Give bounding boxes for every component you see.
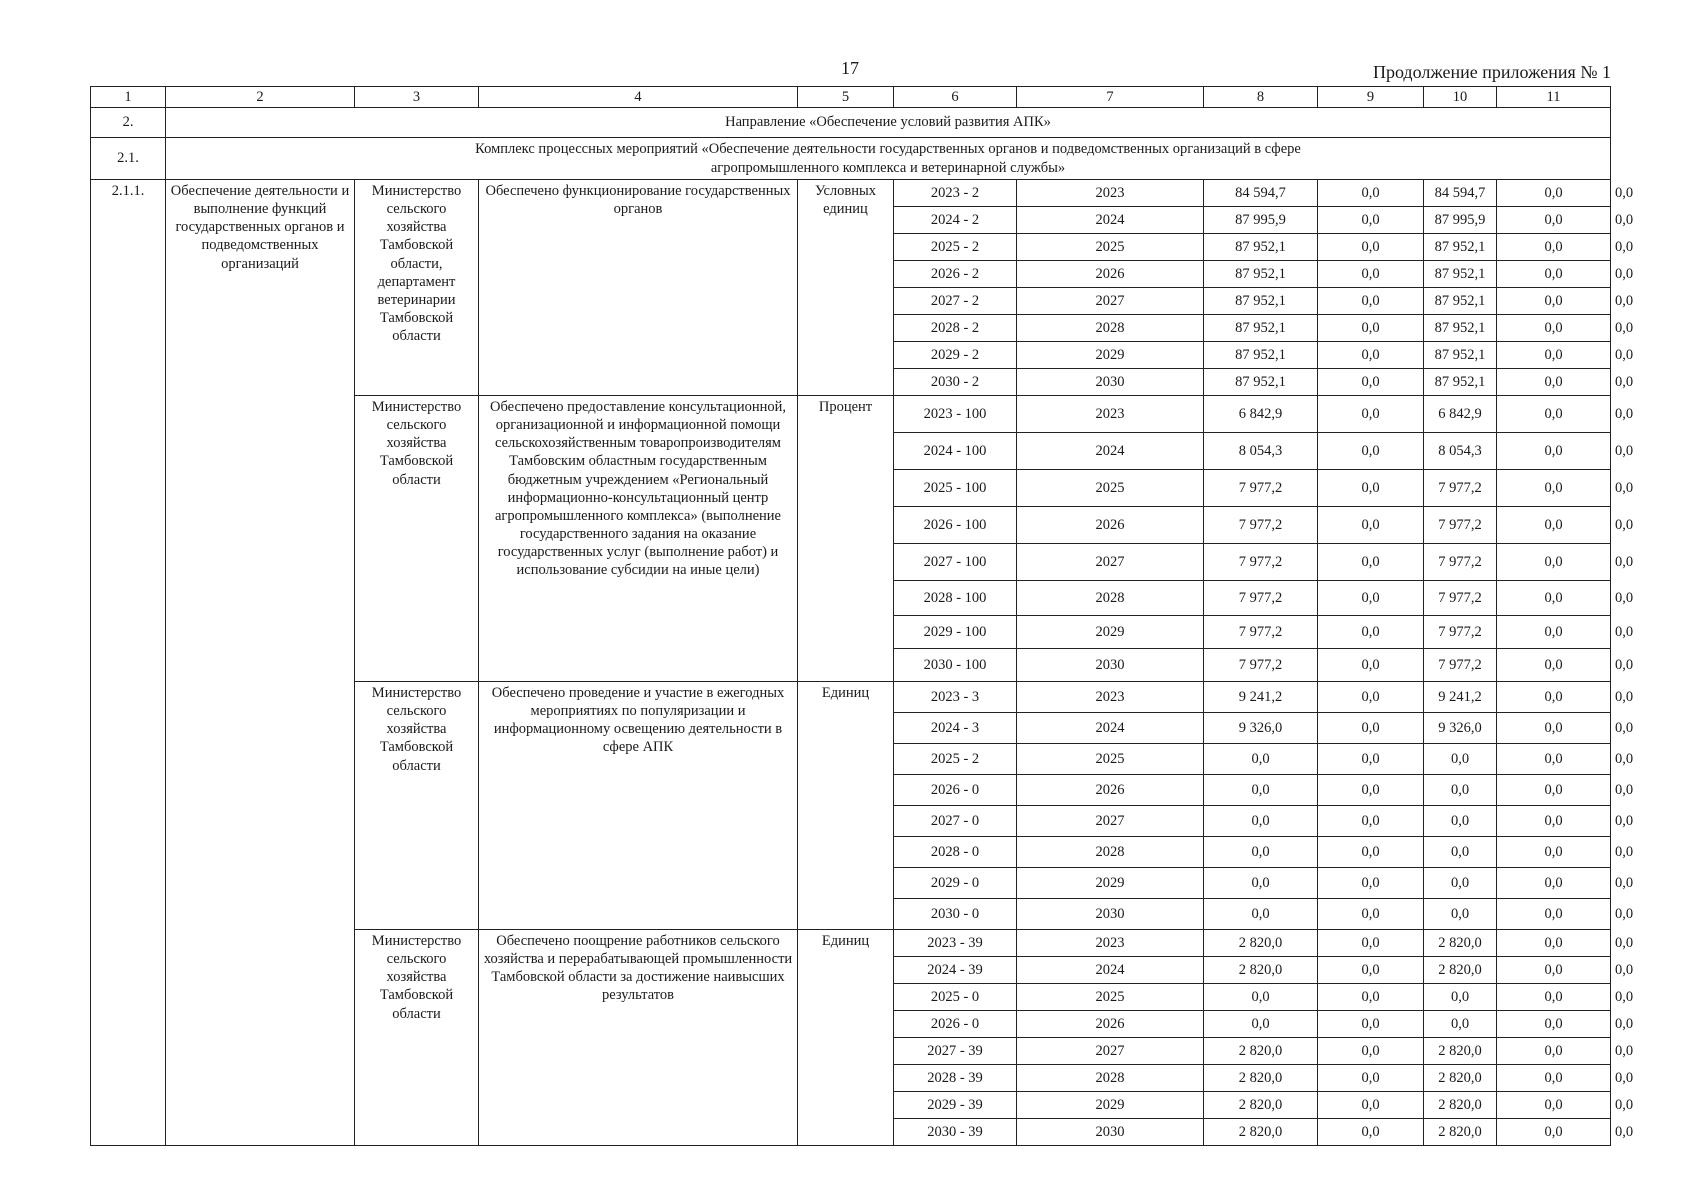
target-value: 2030 - 2 xyxy=(894,369,1017,396)
unit-of-measure: Единиц xyxy=(798,682,894,930)
federal-funding: 0,0 xyxy=(1318,581,1424,616)
regional-funding: 8 054,3 xyxy=(1424,433,1497,470)
municipal-funding: 0,0 xyxy=(1497,868,1611,899)
year: 2023 xyxy=(1017,396,1204,433)
year: 2029 xyxy=(1017,616,1204,649)
regional-funding: 87 995,9 xyxy=(1424,207,1497,234)
table-row: 2028 - 39 2028 2 820,0 0,0 2 820,0 0,0 0,0 xyxy=(91,1065,1611,1092)
table-row: 2025 - 2 2025 87 952,1 0,0 87 952,1 0,0 0,0 xyxy=(91,234,1611,261)
year: 2024 xyxy=(1017,957,1204,984)
year: 2030 xyxy=(1017,649,1204,682)
total-funding: 0,0 xyxy=(1204,1011,1318,1038)
col-1-header: 1 xyxy=(91,87,166,108)
target-value: 2023 - 3 xyxy=(894,682,1017,713)
municipal-funding: 0,0 xyxy=(1497,616,1611,649)
regional-funding: 0,0 xyxy=(1424,806,1497,837)
col-10-header: 10 xyxy=(1424,87,1497,108)
year: 2030 xyxy=(1017,369,1204,396)
federal-funding: 0,0 xyxy=(1318,180,1424,207)
complex-code: 2.1. xyxy=(91,138,166,180)
regional-funding: 2 820,0 xyxy=(1424,930,1497,957)
year: 2026 xyxy=(1017,1011,1204,1038)
regional-funding: 7 977,2 xyxy=(1424,470,1497,507)
federal-funding: 0,0 xyxy=(1318,868,1424,899)
unit-of-measure: Процент xyxy=(798,396,894,682)
federal-funding: 0,0 xyxy=(1318,744,1424,775)
total-funding: 7 977,2 xyxy=(1204,507,1318,544)
municipal-funding: 0,0 xyxy=(1497,1092,1611,1119)
regional-funding: 87 952,1 xyxy=(1424,288,1497,315)
regional-funding: 9 326,0 xyxy=(1424,713,1497,744)
col-11-header: 11 xyxy=(1497,87,1611,108)
table-row: 2029 - 39 2029 2 820,0 0,0 2 820,0 0,0 0,0 xyxy=(91,1092,1611,1119)
total-funding: 87 952,1 xyxy=(1204,234,1318,261)
federal-funding: 0,0 xyxy=(1318,207,1424,234)
municipal-funding: 0,0 xyxy=(1497,775,1611,806)
municipal-funding: 0,0 xyxy=(1497,315,1611,342)
regional-funding: 7 977,2 xyxy=(1424,507,1497,544)
column-number-row xyxy=(91,87,1611,108)
table-row: 2030 - 2 2030 87 952,1 0,0 87 952,1 0,0 0,0 xyxy=(91,369,1611,396)
total-funding: 2 820,0 xyxy=(1204,1092,1318,1119)
total-funding: 0,0 xyxy=(1204,899,1318,930)
col-5-header: 5 xyxy=(798,87,894,108)
target-value: 2023 - 100 xyxy=(894,396,1017,433)
year: 2024 xyxy=(1017,207,1204,234)
regional-funding: 87 952,1 xyxy=(1424,261,1497,288)
federal-funding: 0,0 xyxy=(1318,234,1424,261)
table-row: 2027 - 39 2027 2 820,0 0,0 2 820,0 0,0 0,0 xyxy=(91,1038,1611,1065)
year: 2028 xyxy=(1017,1065,1204,1092)
year: 2030 xyxy=(1017,1119,1204,1146)
municipal-funding: 0,0 xyxy=(1497,342,1611,369)
target-value: 2024 - 100 xyxy=(894,433,1017,470)
year: 2023 xyxy=(1017,180,1204,207)
appendix-table xyxy=(90,86,1634,1146)
year: 2026 xyxy=(1017,507,1204,544)
federal-funding: 0,0 xyxy=(1318,930,1424,957)
municipal-funding: 0,0 xyxy=(1497,207,1611,234)
regional-funding: 7 977,2 xyxy=(1424,544,1497,581)
regional-funding: 0,0 xyxy=(1424,1011,1497,1038)
table-row: 2030 - 0 2030 0,0 0,0 0,0 0,0 0,0 xyxy=(91,899,1611,930)
regional-funding: 84 594,7 xyxy=(1424,180,1497,207)
unit-of-measure: Условных единиц xyxy=(798,180,894,396)
federal-funding: 0,0 xyxy=(1318,1119,1424,1146)
target-value: 2025 - 0 xyxy=(894,984,1017,1011)
municipal-funding: 0,0 xyxy=(1497,899,1611,930)
regional-funding: 2 820,0 xyxy=(1424,957,1497,984)
complex-text xyxy=(166,138,1611,180)
federal-funding: 0,0 xyxy=(1318,984,1424,1011)
table-row: 2026 - 100 2026 7 977,2 0,0 7 977,2 0,0 0,0 xyxy=(91,507,1611,544)
year: 2023 xyxy=(1017,930,1204,957)
municipal-funding: 0,0 xyxy=(1497,581,1611,616)
federal-funding: 0,0 xyxy=(1318,1092,1424,1119)
year: 2024 xyxy=(1017,433,1204,470)
regional-funding: 7 977,2 xyxy=(1424,581,1497,616)
year: 2029 xyxy=(1017,1092,1204,1119)
municipal-funding: 0,0 xyxy=(1497,544,1611,581)
municipal-funding: 0,0 xyxy=(1497,930,1611,957)
target-value: 2027 - 39 xyxy=(894,1038,1017,1065)
result-description: Обеспечено функционирование государственных органов xyxy=(479,180,798,396)
total-funding: 0,0 xyxy=(1204,744,1318,775)
year: 2027 xyxy=(1017,288,1204,315)
regional-funding: 0,0 xyxy=(1424,744,1497,775)
municipal-funding: 0,0 xyxy=(1497,507,1611,544)
table-row: 2026 - 0 2026 0,0 0,0 0,0 0,0 0,0 xyxy=(91,1011,1611,1038)
direction-text: Направление «Обеспечение условий развития АПК» xyxy=(166,108,1611,138)
municipal-funding: 0,0 xyxy=(1497,1119,1611,1146)
target-value: 2029 - 0 xyxy=(894,868,1017,899)
year: 2027 xyxy=(1017,806,1204,837)
target-value: 2030 - 100 xyxy=(894,649,1017,682)
table-row: Министерство сельского хозяйства Тамбовской области Обеспечено предоставление консультационной, организационной и информационной помощи сельскохозяйственным товаропроизводителям Тамбовским областным государственным бюджетным учреждением «Региональный информационно-консультационный центр агропромышленного комплекса» (выполнение государственного задания на оказание государственных услуг (выполнение работ) и использование субсидии на иные цели) Процент 2023 - 100 2023 6 842,9 0,0 6 842,9 0,0 0,0 xyxy=(91,396,1611,433)
municipal-funding: 0,0 xyxy=(1497,984,1611,1011)
total-funding: 87 995,9 xyxy=(1204,207,1318,234)
municipal-funding: 0,0 xyxy=(1497,806,1611,837)
year: 2026 xyxy=(1017,261,1204,288)
target-value: 2026 - 0 xyxy=(894,775,1017,806)
table-row: 2.1.1. Обеспечение деятельности и выполнение функций государственных органов и подведомственных организаций Министерство сельского хозяйства Тамбовской области, департамент ветеринарии Тамбовской области Обеспечено функционирование государственных органов Условных единиц 2023 - 2 2023 84 594,7 0,0 84 594,7 0,0 0,0 xyxy=(91,180,1611,207)
table-row: 2030 - 39 2030 2 820,0 0,0 2 820,0 0,0 0,0 xyxy=(91,1119,1611,1146)
federal-funding: 0,0 xyxy=(1318,1011,1424,1038)
target-value: 2027 - 0 xyxy=(894,806,1017,837)
municipal-funding: 0,0 xyxy=(1497,649,1611,682)
total-funding: 2 820,0 xyxy=(1204,930,1318,957)
direction-row xyxy=(91,108,1611,138)
responsible-executor: Министерство сельского хозяйства Тамбовской области xyxy=(355,682,479,930)
table-row: 2028 - 2 2028 87 952,1 0,0 87 952,1 0,0 0,0 xyxy=(91,315,1611,342)
municipal-funding: 0,0 xyxy=(1497,470,1611,507)
federal-funding: 0,0 xyxy=(1318,682,1424,713)
year: 2024 xyxy=(1017,713,1204,744)
target-value: 2029 - 100 xyxy=(894,616,1017,649)
total-funding: 87 952,1 xyxy=(1204,369,1318,396)
target-value: 2024 - 2 xyxy=(894,207,1017,234)
table-row: 2028 - 0 2028 0,0 0,0 0,0 0,0 0,0 xyxy=(91,837,1611,868)
col-7-header: 7 xyxy=(1017,87,1204,108)
federal-funding: 0,0 xyxy=(1318,369,1424,396)
table-row: 2027 - 0 2027 0,0 0,0 0,0 0,0 0,0 xyxy=(91,806,1611,837)
col-8-header: 8 xyxy=(1204,87,1318,108)
regional-funding: 87 952,1 xyxy=(1424,315,1497,342)
table-row: 2026 - 0 2026 0,0 0,0 0,0 0,0 0,0 xyxy=(91,775,1611,806)
municipal-funding: 0,0 xyxy=(1497,1038,1611,1065)
table-row: Министерство сельского хозяйства Тамбовской области Обеспечено поощрение работников сельского хозяйства и перерабатывающей промышленности Тамбовской области за достижение наивысших результатов Единиц 2023 - 39 2023 2 820,0 0,0 2 820,0 0,0 0,0 xyxy=(91,930,1611,957)
year: 2026 xyxy=(1017,775,1204,806)
municipal-funding: 0,0 xyxy=(1497,682,1611,713)
target-value: 2029 - 2 xyxy=(894,342,1017,369)
page-number: 17 xyxy=(841,58,859,78)
federal-funding: 0,0 xyxy=(1318,837,1424,868)
table-row: 2025 - 100 2025 7 977,2 0,0 7 977,2 0,0 0,0 xyxy=(91,470,1611,507)
total-funding: 7 977,2 xyxy=(1204,470,1318,507)
federal-funding: 0,0 xyxy=(1318,433,1424,470)
target-value: 2028 - 2 xyxy=(894,315,1017,342)
table-row: 2029 - 2 2029 87 952,1 0,0 87 952,1 0,0 0,0 xyxy=(91,342,1611,369)
target-value: 2030 - 39 xyxy=(894,1119,1017,1146)
municipal-funding: 0,0 xyxy=(1497,713,1611,744)
federal-funding: 0,0 xyxy=(1318,261,1424,288)
total-funding: 7 977,2 xyxy=(1204,544,1318,581)
responsible-executor: Министерство сельского хозяйства Тамбовской области xyxy=(355,396,479,682)
item-code: 2.1.1. xyxy=(91,180,166,1146)
year: 2023 xyxy=(1017,682,1204,713)
federal-funding: 0,0 xyxy=(1318,616,1424,649)
col-9-header: 9 xyxy=(1318,87,1424,108)
target-value: 2026 - 2 xyxy=(894,261,1017,288)
year: 2027 xyxy=(1017,1038,1204,1065)
year: 2027 xyxy=(1017,544,1204,581)
target-value: 2028 - 39 xyxy=(894,1065,1017,1092)
target-value: 2029 - 39 xyxy=(894,1092,1017,1119)
table-row: 2027 - 100 2027 7 977,2 0,0 7 977,2 0,0 0,0 xyxy=(91,544,1611,581)
target-value: 2030 - 0 xyxy=(894,899,1017,930)
federal-funding: 0,0 xyxy=(1318,957,1424,984)
total-funding: 0,0 xyxy=(1204,806,1318,837)
federal-funding: 0,0 xyxy=(1318,899,1424,930)
year: 2028 xyxy=(1017,837,1204,868)
federal-funding: 0,0 xyxy=(1318,1038,1424,1065)
municipal-funding: 0,0 xyxy=(1497,957,1611,984)
table-row: 2024 - 3 2024 9 326,0 0,0 9 326,0 0,0 0,0 xyxy=(91,713,1611,744)
federal-funding: 0,0 xyxy=(1318,806,1424,837)
year: 2025 xyxy=(1017,984,1204,1011)
regional-funding: 0,0 xyxy=(1424,868,1497,899)
federal-funding: 0,0 xyxy=(1318,649,1424,682)
target-value: 2023 - 2 xyxy=(894,180,1017,207)
table-row: 2024 - 39 2024 2 820,0 0,0 2 820,0 0,0 0,0 xyxy=(91,957,1611,984)
municipal-funding: 0,0 xyxy=(1497,433,1611,470)
federal-funding: 0,0 xyxy=(1318,342,1424,369)
regional-funding: 2 820,0 xyxy=(1424,1065,1497,1092)
regional-funding: 0,0 xyxy=(1424,899,1497,930)
target-value: 2027 - 2 xyxy=(894,288,1017,315)
target-value: 2025 - 100 xyxy=(894,470,1017,507)
year: 2029 xyxy=(1017,342,1204,369)
table-row: 2030 - 100 2030 7 977,2 0,0 7 977,2 0,0 0,0 xyxy=(91,649,1611,682)
result-description: Обеспечено предоставление консультационной, организационной и информационной помощи сельскохозяйственным товаропроизводителям Тамбовским областным государственным бюджетным учреждением «Региональный информационно-консультационный центр агропромышленного комплекса» (выполнение государственного задания на оказание государственных услуг (выполнение работ) и использование субсидии на иные цели) xyxy=(479,396,798,682)
total-funding: 0,0 xyxy=(1204,775,1318,806)
total-funding: 8 054,3 xyxy=(1204,433,1318,470)
total-funding: 7 977,2 xyxy=(1204,616,1318,649)
target-value: 2024 - 39 xyxy=(894,957,1017,984)
regional-funding: 87 952,1 xyxy=(1424,234,1497,261)
federal-funding: 0,0 xyxy=(1318,396,1424,433)
col-6-header: 6 xyxy=(894,87,1017,108)
year: 2030 xyxy=(1017,899,1204,930)
table-row: 2025 - 0 2025 0,0 0,0 0,0 0,0 0,0 xyxy=(91,984,1611,1011)
municipal-funding: 0,0 xyxy=(1497,1065,1611,1092)
total-funding: 87 952,1 xyxy=(1204,315,1318,342)
target-value: 2028 - 0 xyxy=(894,837,1017,868)
col-3-header: 3 xyxy=(355,87,479,108)
target-value: 2028 - 100 xyxy=(894,581,1017,616)
table-row: 2029 - 100 2029 7 977,2 0,0 7 977,2 0,0 0,0 xyxy=(91,616,1611,649)
total-funding: 84 594,7 xyxy=(1204,180,1318,207)
regional-funding: 2 820,0 xyxy=(1424,1092,1497,1119)
regional-funding: 87 952,1 xyxy=(1424,369,1497,396)
total-funding: 9 241,2 xyxy=(1204,682,1318,713)
target-value: 2027 - 100 xyxy=(894,544,1017,581)
total-funding: 2 820,0 xyxy=(1204,1065,1318,1092)
total-funding: 7 977,2 xyxy=(1204,649,1318,682)
table-row: 2028 - 100 2028 7 977,2 0,0 7 977,2 0,0 0,0 xyxy=(91,581,1611,616)
federal-funding: 0,0 xyxy=(1318,713,1424,744)
regional-funding: 2 820,0 xyxy=(1424,1038,1497,1065)
regional-funding: 6 842,9 xyxy=(1424,396,1497,433)
col-4-header: 4 xyxy=(479,87,798,108)
municipal-funding: 0,0 xyxy=(1497,288,1611,315)
total-funding: 7 977,2 xyxy=(1204,581,1318,616)
table-row: 2027 - 2 2027 87 952,1 0,0 87 952,1 0,0 0,0 xyxy=(91,288,1611,315)
responsible-executor: Министерство сельского хозяйства Тамбовской области, департамент ветеринарии Тамбовской области xyxy=(355,180,479,396)
total-funding: 2 820,0 xyxy=(1204,957,1318,984)
year: 2025 xyxy=(1017,234,1204,261)
regional-funding: 7 977,2 xyxy=(1424,616,1497,649)
municipal-funding: 0,0 xyxy=(1497,234,1611,261)
target-value: 2025 - 2 xyxy=(894,234,1017,261)
table-row: 2024 - 100 2024 8 054,3 0,0 8 054,3 0,0 0,0 xyxy=(91,433,1611,470)
table-row: 2025 - 2 2025 0,0 0,0 0,0 0,0 0,0 xyxy=(91,744,1611,775)
regional-funding: 7 977,2 xyxy=(1424,649,1497,682)
regional-funding: 2 820,0 xyxy=(1424,1119,1497,1146)
year: 2028 xyxy=(1017,581,1204,616)
year: 2025 xyxy=(1017,470,1204,507)
year: 2028 xyxy=(1017,315,1204,342)
unit-of-measure: Единиц xyxy=(798,930,894,1146)
total-funding: 2 820,0 xyxy=(1204,1119,1318,1146)
municipal-funding: 0,0 xyxy=(1497,396,1611,433)
regional-funding: 9 241,2 xyxy=(1424,682,1497,713)
direction-code: 2. xyxy=(91,108,166,138)
federal-funding: 0,0 xyxy=(1318,544,1424,581)
table-row: 2024 - 2 2024 87 995,9 0,0 87 995,9 0,0 0,0 xyxy=(91,207,1611,234)
complex-row xyxy=(91,138,1611,180)
total-funding: 0,0 xyxy=(1204,837,1318,868)
federal-funding: 0,0 xyxy=(1318,775,1424,806)
target-value: 2024 - 3 xyxy=(894,713,1017,744)
total-funding: 2 820,0 xyxy=(1204,1038,1318,1065)
target-value: 2026 - 100 xyxy=(894,507,1017,544)
table-row: 2029 - 0 2029 0,0 0,0 0,0 0,0 0,0 xyxy=(91,868,1611,899)
col-2-header: 2 xyxy=(166,87,355,108)
table-row: 2026 - 2 2026 87 952,1 0,0 87 952,1 0,0 0,0 xyxy=(91,261,1611,288)
complex-text-line1: Комплекс процессных мероприятий «Обеспечение деятельности государственных органов и подведомственных организаций в сфере xyxy=(475,141,1301,158)
continuation-label: Продолжение приложения № 1 xyxy=(1372,62,1611,82)
regional-funding: 0,0 xyxy=(1424,775,1497,806)
total-funding: 6 842,9 xyxy=(1204,396,1318,433)
municipal-funding: 0,0 xyxy=(1497,837,1611,868)
municipal-funding: 0,0 xyxy=(1497,1011,1611,1038)
total-funding: 0,0 xyxy=(1204,868,1318,899)
total-funding: 87 952,1 xyxy=(1204,342,1318,369)
regional-funding: 0,0 xyxy=(1424,837,1497,868)
target-value: 2025 - 2 xyxy=(894,744,1017,775)
year: 2029 xyxy=(1017,868,1204,899)
federal-funding: 0,0 xyxy=(1318,315,1424,342)
item-name: Обеспечение деятельности и выполнение функций государственных органов и подведомственных организаций xyxy=(166,180,355,1146)
regional-funding: 87 952,1 xyxy=(1424,342,1497,369)
target-value: 2023 - 39 xyxy=(894,930,1017,957)
regional-funding: 0,0 xyxy=(1424,984,1497,1011)
municipal-funding: 0,0 xyxy=(1497,369,1611,396)
federal-funding: 0,0 xyxy=(1318,1065,1424,1092)
total-funding: 0,0 xyxy=(1204,984,1318,1011)
municipal-funding: 0,0 xyxy=(1497,261,1611,288)
federal-funding: 0,0 xyxy=(1318,470,1424,507)
result-description: Обеспечено проведение и участие в ежегодных мероприятиях по популяризации и информационному освещению деятельности в сфере АПК xyxy=(479,682,798,930)
total-funding: 87 952,1 xyxy=(1204,261,1318,288)
responsible-executor: Министерство сельского хозяйства Тамбовской области xyxy=(355,930,479,1146)
municipal-funding: 0,0 xyxy=(1497,744,1611,775)
complex-text-line2: агропромышленного комплекса и ветеринарной службы» xyxy=(710,159,1066,176)
table-row: Министерство сельского хозяйства Тамбовской области Обеспечено проведение и участие в ежегодных мероприятиях по популяризации и информационному освещению деятельности в сфере АПК Единиц 2023 - 3 2023 9 241,2 0,0 9 241,2 0,0 0,0 xyxy=(91,682,1611,713)
total-funding: 87 952,1 xyxy=(1204,288,1318,315)
year: 2025 xyxy=(1017,744,1204,775)
target-value: 2026 - 0 xyxy=(894,1011,1017,1038)
total-funding: 9 326,0 xyxy=(1204,713,1318,744)
result-description: Обеспечено поощрение работников сельского хозяйства и перерабатывающей промышленности Тамбовской области за достижение наивысших результатов xyxy=(479,930,798,1146)
municipal-funding: 0,0 xyxy=(1497,180,1611,207)
federal-funding: 0,0 xyxy=(1318,507,1424,544)
federal-funding: 0,0 xyxy=(1318,288,1424,315)
